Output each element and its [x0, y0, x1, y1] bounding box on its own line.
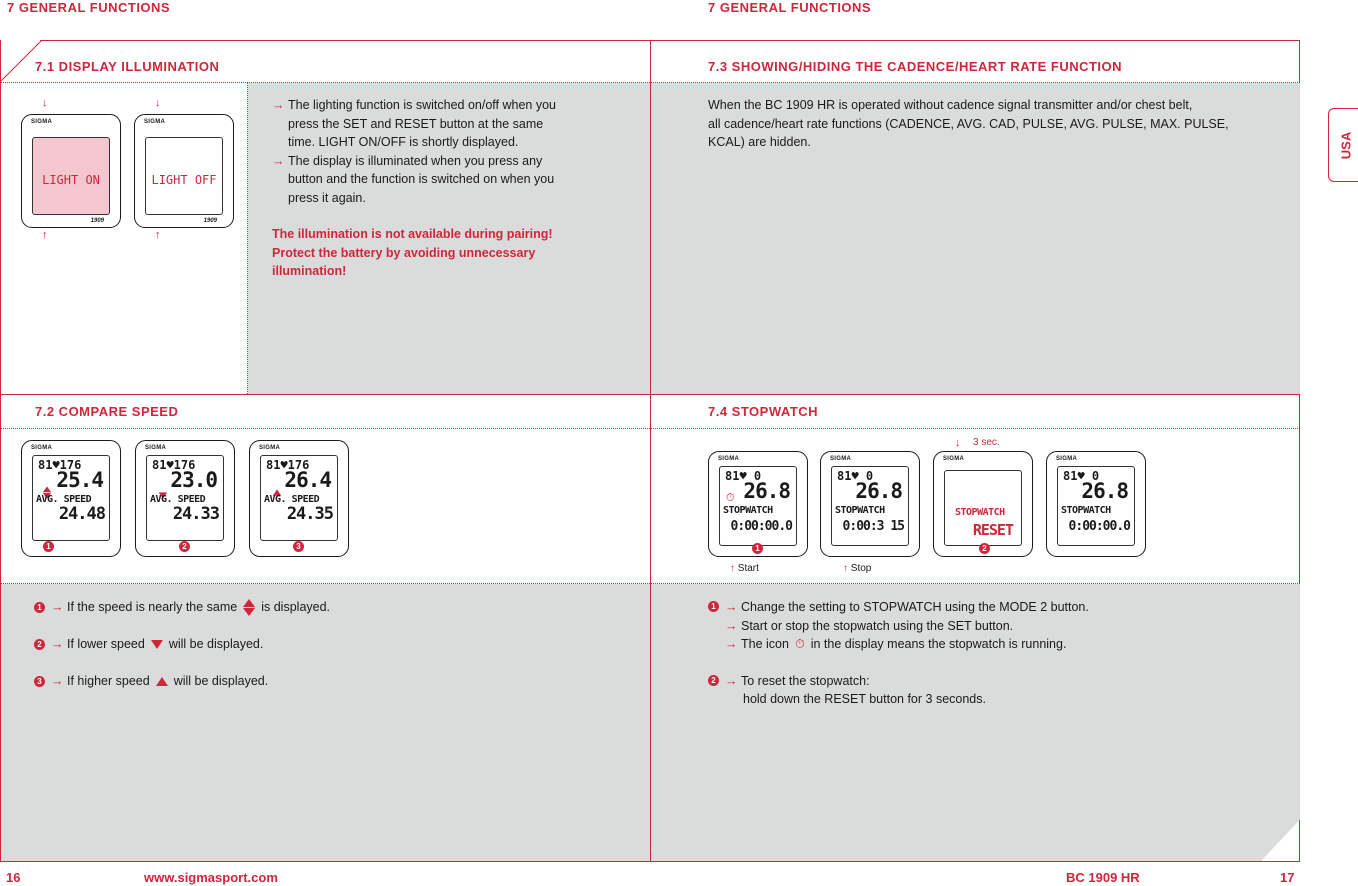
text: hold down the RESET button for 3 seconds. [743, 692, 986, 706]
sigma-logo: SIGMA [830, 456, 852, 462]
device-light-off [134, 114, 234, 228]
section-7-3-title: 7.3 SHOWING/HIDING THE CADENCE/HEART RATE FUNCTION [708, 59, 1123, 74]
text: Change the setting to STOPWATCH using the MODE 2 button. [741, 600, 1089, 614]
screen-value: 24.48 [58, 504, 105, 524]
text-line: all cadence/heart rate functions (CADENCE, AVG. CAD, PULSE, AVG. PULSE, MAX. PULSE, [708, 116, 1229, 131]
screen-value: 0:00:3 15 [842, 519, 904, 534]
device-compare-2 [135, 440, 235, 557]
arrow-right-icon: → [725, 618, 738, 633]
text: Start or stop the stopwatch using the SET button. [741, 618, 1014, 633]
screen-label: STOPWATCH [835, 505, 885, 516]
device-screen [944, 470, 1022, 546]
screen-label: AVG. SPEED [150, 494, 206, 505]
screen-top: 81♥ 0 [837, 469, 874, 483]
left-chapter-title: 7 GENERAL FUNCTIONS [7, 0, 171, 15]
screen-top: 81♥176 [152, 458, 196, 472]
sigma-logo: SIGMA [144, 119, 166, 125]
usa-tab-label: USA [1338, 131, 1354, 160]
text-line: When the BC 1909 HR is operated without cadence signal transmitter and/or chest belt, [708, 98, 1193, 112]
text: If higher speed [67, 674, 150, 689]
arrow-right-icon: → [725, 673, 738, 688]
three-seconds-label: 3 sec. [973, 437, 1000, 448]
device-screen [32, 137, 110, 215]
device-light-on [21, 114, 121, 228]
text: is displayed. [261, 600, 331, 615]
arrow-up-icon: ↑ [42, 229, 48, 241]
cadence-text [708, 96, 1288, 152]
device-screen [719, 466, 797, 546]
triangle-down-icon [151, 640, 163, 649]
light-off-text: LIGHT OFF [151, 173, 217, 187]
light-on-text: LIGHT ON [42, 173, 100, 187]
number-badge: 2 [34, 639, 45, 650]
sigma-logo: SIGMA [1056, 456, 1078, 462]
screen-speed: 25.4 [56, 468, 103, 492]
triangle-updown-icon [243, 599, 255, 616]
illumination-text [272, 96, 612, 281]
screen-value: RESET [972, 521, 1013, 539]
arrow-up-icon: ↑ [843, 563, 851, 574]
warning-text: The illumination is not available during pairing! [272, 227, 553, 241]
start-label [730, 563, 759, 574]
arrow-right-icon: → [725, 637, 738, 651]
number-badge: 1 [752, 543, 763, 554]
text: Start [737, 563, 759, 574]
screen-speed: 26.4 [284, 468, 331, 492]
device-screen [32, 455, 110, 541]
stopwatch-icon: ⏱ [726, 491, 735, 504]
frame-top-line [40, 40, 1300, 41]
section-7-1-title: 7.1 DISPLAY ILLUMINATION [35, 59, 220, 74]
screen-top: 81♥ 0 [1063, 469, 1100, 483]
arrow-right-icon: → [51, 637, 64, 652]
arrow-up-icon: ↑ [730, 563, 738, 574]
text: will be displayed. [173, 674, 269, 689]
text-line: press it again. [288, 190, 366, 205]
text: If lower speed [67, 637, 145, 652]
right-chapter-title: 7 GENERAL FUNCTIONS [708, 0, 872, 15]
number-badge: 2 [979, 543, 990, 554]
text-line: button and the function is switched on when you [288, 172, 555, 186]
text-line: time. LIGHT ON/OFF is shortly displayed. [288, 135, 519, 149]
page-number-right: 17 [1280, 870, 1295, 885]
arrow-right-icon: → [272, 98, 285, 112]
screen-speed: 23.0 [170, 468, 217, 492]
text: If the speed is nearly the same [67, 600, 238, 615]
sigma-logo: SIGMA [259, 445, 281, 451]
triangle-up-icon [156, 677, 168, 686]
horizontal-divider [1, 394, 1300, 395]
device-stopwatch-2 [820, 451, 920, 557]
sigma-logo: SIGMA [31, 119, 53, 125]
screen-speed: 26.8 [743, 479, 790, 503]
screen-value: 0:00:00.0 [1068, 519, 1130, 534]
number-badge: 1 [34, 602, 45, 613]
compare-list [34, 598, 634, 691]
screen-speed: 26.8 [1081, 479, 1128, 503]
sigma-logo: SIGMA [31, 445, 53, 451]
sigma-logo: SIGMA [943, 456, 965, 462]
sigma-logo: SIGMA [145, 445, 167, 451]
device-stopwatch-4 [1046, 451, 1146, 557]
device-screen [831, 466, 909, 546]
text-line: KCAL) are hidden. [708, 135, 811, 149]
screen-label: AVG. SPEED [36, 494, 92, 505]
text: in the display means the stopwatch is running. [810, 637, 1067, 651]
arrow-down-icon: ↓ [42, 97, 48, 109]
text: To reset the stopwatch: [741, 673, 870, 688]
device-model: 1909 [203, 218, 217, 224]
section-7-4-title: 7.4 STOPWATCH [708, 404, 819, 419]
arrow-right-icon: → [51, 600, 64, 615]
device-stopwatch-1 [708, 451, 808, 557]
stopwatch-list [708, 598, 1268, 709]
text-line: press the SET and RESET button at the same [288, 116, 544, 131]
device-screen [146, 455, 224, 541]
divider [651, 428, 1300, 429]
number-badge: 3 [34, 676, 45, 687]
text-line: The display is illuminated when you press any [288, 153, 543, 168]
screen-value: 0:00:00.0 [730, 519, 792, 534]
device-compare-3 [249, 440, 349, 557]
device-stopwatch-reset [933, 451, 1033, 557]
screen-top: 81♥176 [38, 458, 82, 472]
list-item [34, 672, 634, 691]
list-item [34, 635, 634, 654]
screen-label: STOPWATCH [1061, 505, 1111, 516]
device-model: 1909 [90, 218, 104, 224]
stop-label [843, 563, 871, 574]
page-number-left: 16 [6, 870, 21, 885]
warning-text: illumination! [272, 264, 347, 278]
list-item [708, 617, 1268, 636]
screen-label: AVG. SPEED [264, 494, 320, 505]
screen-speed: 26.8 [855, 479, 902, 503]
list-item [34, 598, 634, 617]
list-item [708, 672, 1268, 691]
text: Stop [850, 563, 872, 574]
arrow-down-icon: ↓ [155, 97, 161, 109]
arrow-right-icon: → [51, 674, 64, 689]
number-badge: 2 [708, 675, 719, 686]
device-screen [1057, 466, 1135, 546]
section-7-2-title: 7.2 COMPARE SPEED [35, 404, 179, 419]
arrow-right-icon: → [272, 153, 285, 168]
number-badge: 1 [708, 601, 719, 612]
number-badge: 3 [293, 541, 304, 552]
arrow-up-icon: ↑ [155, 229, 161, 241]
list-item [708, 598, 1268, 617]
list-item [708, 635, 1268, 654]
arrow-down-icon: ↓ [955, 437, 961, 449]
screen-value: 24.33 [172, 504, 219, 524]
device-compare-1 [21, 440, 121, 557]
text: will be displayed. [168, 637, 264, 652]
text-line: The lighting function is switched on/off when you [288, 98, 556, 112]
device-screen [260, 455, 338, 541]
device-screen [145, 137, 223, 215]
divider [651, 583, 1300, 584]
screen-top: 81♥ 0 [725, 469, 762, 483]
screen-top: 81♥176 [266, 458, 310, 472]
number-badge: 2 [179, 541, 190, 552]
sigma-logo: SIGMA [718, 456, 740, 462]
text: The icon [741, 637, 789, 651]
warning-text: Protect the battery by avoiding unnecessary [272, 245, 536, 260]
stopwatch-icon: ⏱ [794, 637, 805, 651]
arrow-right-icon: → [725, 600, 738, 614]
screen-value: 24.35 [286, 504, 333, 524]
number-badge: 1 [43, 541, 54, 552]
footer-url[interactable]: www.sigmasport.com [144, 870, 278, 885]
screen-label: STOPWATCH [723, 505, 773, 516]
screen-label: STOPWATCH [955, 507, 1005, 518]
footer-model: BC 1909 HR [1066, 870, 1140, 885]
divider [1, 428, 650, 429]
